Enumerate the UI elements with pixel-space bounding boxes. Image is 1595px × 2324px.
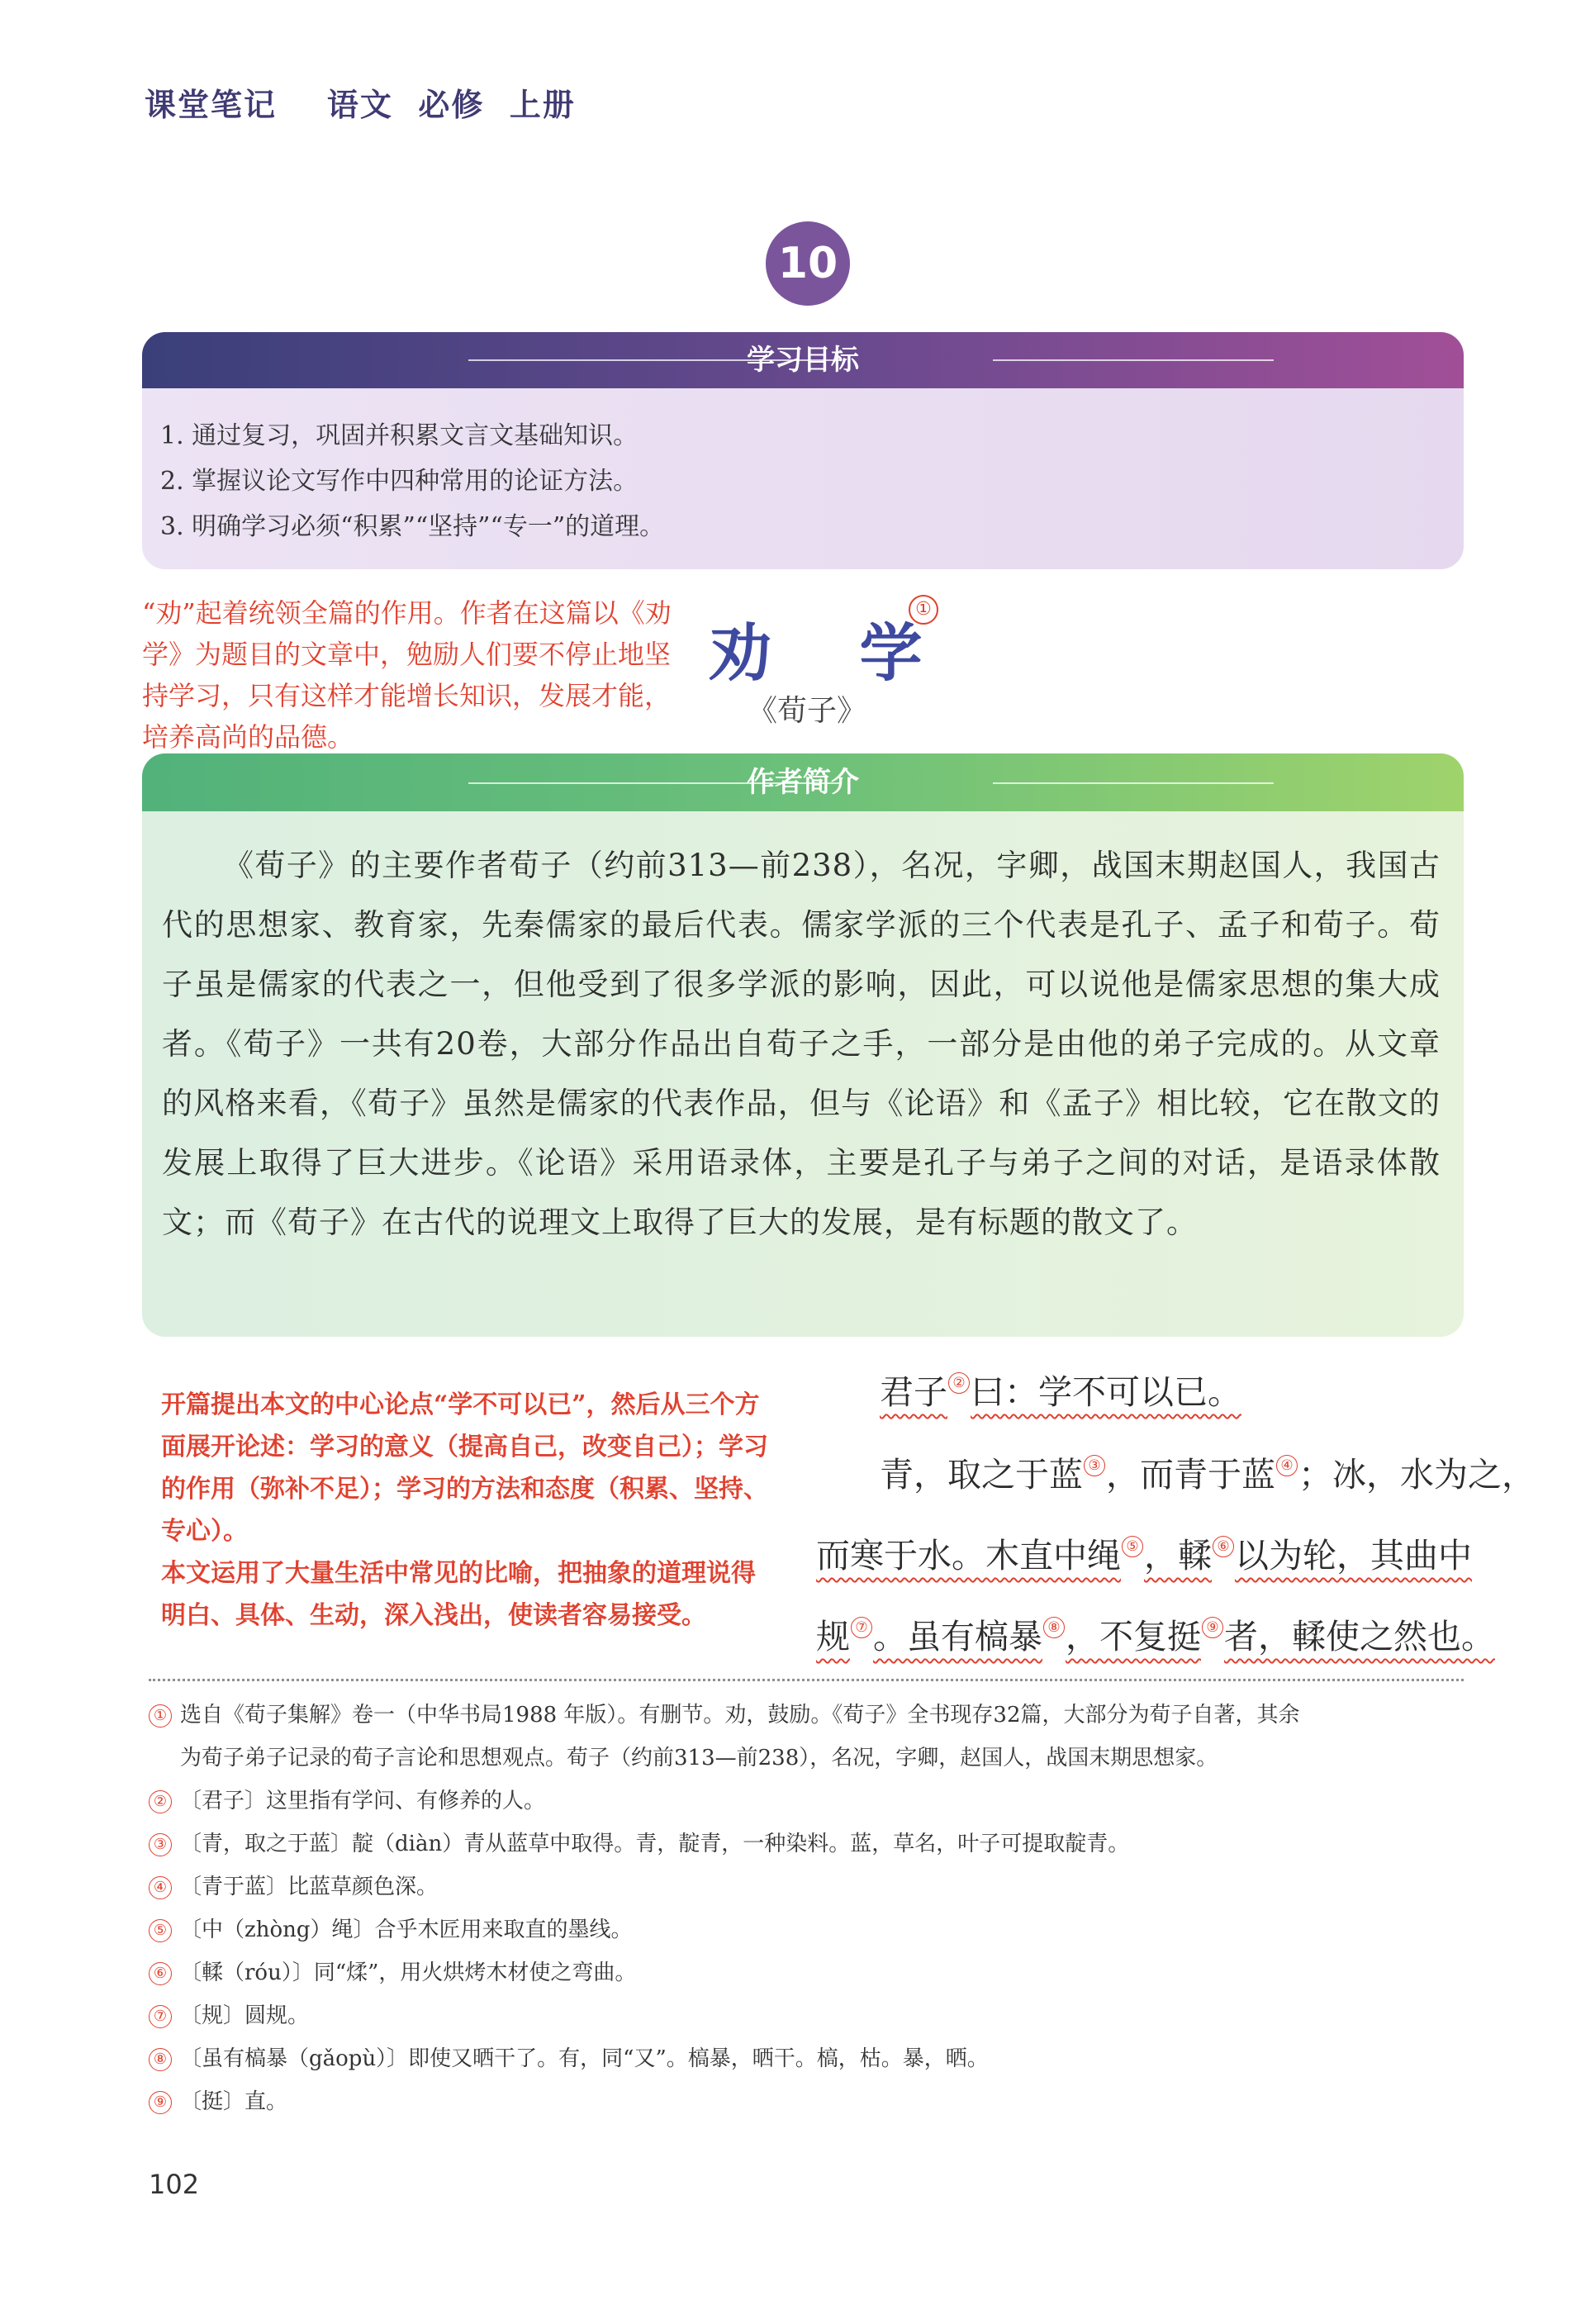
footnote-text: 〔青，取之于蓝〕靛（diàn）青从蓝草中取得。青，靛青，一种染料。蓝，草名，叶子可提取靛青。 xyxy=(180,1832,1130,1856)
footnote-marker[interactable]: ④ xyxy=(1276,1455,1298,1476)
author-intro-title: 作者简介 xyxy=(747,766,859,799)
footnote-marker[interactable]: ⑨ xyxy=(1202,1617,1223,1638)
essay-author: 《荀子》 xyxy=(748,694,867,728)
footnote-row xyxy=(149,2041,989,2072)
footnote-marker[interactable]: ⑤ xyxy=(1122,1536,1143,1557)
footnote-marker[interactable]: ⑥ xyxy=(1213,1536,1234,1557)
footnote-number: ③ xyxy=(149,1833,172,1856)
phrase: 以为轮，其曲中 xyxy=(1235,1536,1472,1575)
author-header-band xyxy=(142,753,1464,811)
phrase: ，而青于蓝 xyxy=(1106,1455,1275,1495)
main-text-line-4 xyxy=(816,1609,1495,1658)
footnote-text: 〔规〕圆规。 xyxy=(180,2003,310,2028)
footnote-number: ① xyxy=(149,1704,172,1728)
objective-item: 1. 通过复习，巩固并积累文言文基础知识。 xyxy=(160,421,638,450)
footnote-number: ⑨ xyxy=(149,2091,172,2114)
footnote-text: 〔君子〕这里指有学问、有修养的人。 xyxy=(180,1789,546,1813)
footnote-divider xyxy=(149,1679,1464,1681)
author-intro-box xyxy=(142,753,1464,1337)
footnote-text: 选自《荀子集解》卷一（中华书局1988 年版）。有删节。劝，鼓励。《荀子》全书现存32篇，大部分为荀子自著，其余 xyxy=(180,1703,1300,1728)
footnote-number: ② xyxy=(149,1790,172,1813)
phrase: 曰：学不可以已。 xyxy=(971,1372,1241,1412)
margin-note-intro: “劝”起着统领全篇的作用。作者在这篇以《劝学》为题目的文章中，勉励人们要不停止地坚持学习，只有这样才能增长知识，发展才能，培养高尚的品德。 xyxy=(142,597,672,753)
footnote-row xyxy=(149,1784,545,1814)
footnote-number: ⑥ xyxy=(149,1962,172,1985)
phrase: 君子 xyxy=(880,1372,947,1412)
main-text-line-1 xyxy=(880,1365,1241,1414)
footnote-text: 〔虽有槁暴（gǎopù）〕即使又晒干了。有，同“又”。槁暴，晒干。槁，枯。暴，晒。 xyxy=(180,2046,989,2071)
footnote-number: ⑦ xyxy=(149,2005,172,2028)
footnote-text: 〔青于蓝〕比蓝草颜色深。 xyxy=(180,1875,439,1899)
note-metaphor: 本文运用了大量生活中常见的比喻，把抽象的道理说得明白、具体、生动，深入浅出，使读者容易接受。 xyxy=(161,1559,756,1630)
phrase: ；冰，水为之， xyxy=(1298,1455,1536,1495)
footnote-row xyxy=(149,1827,1129,1857)
phrase: ，不复挺 xyxy=(1066,1617,1201,1656)
main-text-line-3 xyxy=(816,1528,1472,1577)
lesson-number-badge: 10 xyxy=(766,221,850,306)
phrase: 规 xyxy=(816,1617,850,1656)
objectives-header-band xyxy=(142,332,1464,388)
objective-item: 2. 掌握议论文写作中四种常用的论证方法。 xyxy=(160,467,638,496)
footnote-text: 〔中（zhòng）绳〕合乎木匠用来取直的墨线。 xyxy=(180,1918,633,1942)
footnote-row-continued xyxy=(180,1741,1218,1771)
learning-objectives-box xyxy=(142,332,1464,569)
footnote-marker[interactable]: ⑧ xyxy=(1043,1617,1065,1638)
footnote-text: 〔輮（róu）〕同“煣”，用火烘烤木材使之弯曲。 xyxy=(180,1960,637,1985)
phrase: 而寒于水。木直中绳 xyxy=(816,1536,1121,1575)
phrase: 。虽有槁暴 xyxy=(873,1617,1042,1656)
footnote-number: ⑧ xyxy=(149,2048,172,2071)
essay-title: 劝 学 xyxy=(709,616,956,690)
footnote-row xyxy=(149,1870,438,1900)
margin-note-lower xyxy=(161,1384,772,1637)
footnote-number: ⑤ xyxy=(149,1919,172,1942)
footnote-row xyxy=(149,1698,1300,1728)
author-intro-body: 《荀子》的主要作者荀子（约前313—前238），名况，字卿，战国末期赵国人，我国古代的思想家、教育家，先秦儒家的最后代表。儒家学派的三个代表是孔子、孟子和荀子。荀子虽是儒家的代表之一，但他受到了很多学派的影响，因此，可以说他是儒家思想的集大成者。《荀子》一共有20卷，大部分作品出自荀子之手，一部分是由他的弟子完成的。从文章的风格来看，《荀子》虽然是儒家的代表作品，但与《论语》和《孟子》相比较，它在散文的发展上取得了巨大进步。《论语》采用语录体，主要是孔子与弟子之间的对话，是语录体散文；而《荀子》在古代的说理文上取得了巨大的发展，是有标题的散文了。 xyxy=(162,848,1441,1240)
objective-item: 3. 明确学习必须“积累”“坚持”“专一”的道理。 xyxy=(160,512,665,541)
footnote-marker[interactable]: ③ xyxy=(1084,1455,1105,1476)
footnote-marker[interactable]: ② xyxy=(948,1372,970,1394)
footnote-text: 为荀子弟子记录的荀子言论和思想观点。荀子（约前313—前238），名况，字卿，赵国人，战国末期思想家。 xyxy=(180,1746,1218,1770)
footnote-row xyxy=(149,2084,287,2115)
page-header: 课堂笔记 语文 必修 上册 xyxy=(145,87,576,123)
phrase: ，輮 xyxy=(1144,1536,1212,1575)
footnote-row xyxy=(149,1913,633,1943)
phrase: 者，輮使之然也。 xyxy=(1224,1617,1495,1656)
objectives-title: 学习目标 xyxy=(747,344,859,377)
page-number: 102 xyxy=(149,2169,200,2200)
footnote-row xyxy=(149,1998,309,2029)
footnote-row xyxy=(149,1956,636,1986)
phrase: 青，取之于蓝 xyxy=(880,1455,1083,1495)
footnote-marker[interactable]: ⑦ xyxy=(851,1617,872,1638)
footnote-number: ④ xyxy=(149,1876,172,1899)
footnote-text: 〔挺〕直。 xyxy=(180,2089,288,2114)
note-thesis: 开篇提出本文的中心论点“学不可以已”，然后从三个方面展开论述：学习的意义（提高自己，改变自己）；学习的作用（弥补不足）；学习的方法和态度（积累、坚持、专心）。 xyxy=(161,1390,768,1546)
title-footnote-marker[interactable]: ① xyxy=(909,595,938,625)
main-text-line-2 xyxy=(880,1447,1536,1496)
